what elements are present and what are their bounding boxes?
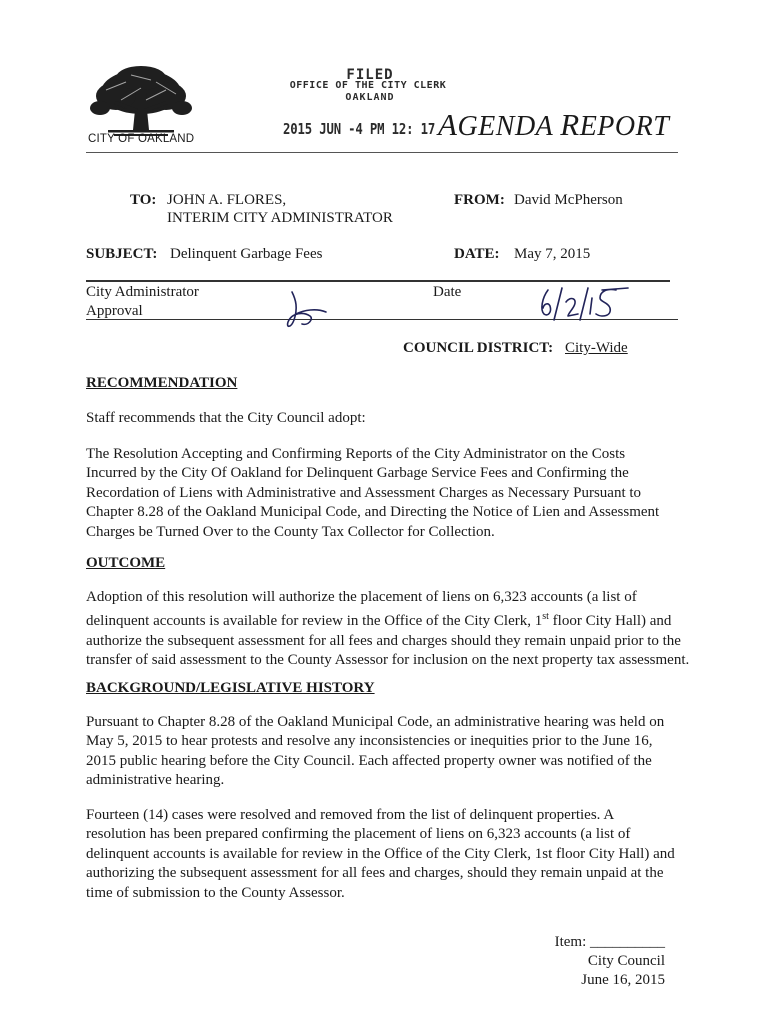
to-title: INTERIM CITY ADMINISTRATOR bbox=[167, 210, 393, 226]
approval-label-line1: City Administrator bbox=[86, 284, 199, 300]
background-paragraph-2: Fourteen (14) cases were resolved and removed from the list of delinquent properties. A resolution has been prepared confirming the placement of liens on 6,323 accounts (a list of delinquent accounts is available for review in the Office of the City Clerk, 1st floor City Hall) and authorizing the subsequent assessment for all fees and charges, should they remain unpaid at the time of submission to the County Assessor. bbox=[86, 807, 675, 901]
item-line: Item: __________ bbox=[554, 934, 665, 950]
background-paragraph-1: Pursuant to Chapter 8.28 of the Oakland Municipal Code, an administrative hearing was held on May 5, 2015 to hear protests and resolve any inconsistencies or inequities prior to the June 16, 2015 public hearing before the City Council. Each affected property owner was notified of the administrative hearing. bbox=[86, 714, 665, 789]
council-district-value: City-Wide bbox=[565, 340, 628, 356]
city-name-label: CITY OF OAKLAND bbox=[88, 133, 195, 145]
agenda-report-title: AGENDA REPORT bbox=[438, 107, 670, 142]
date-label: DATE: bbox=[454, 246, 500, 262]
date-value: May 7, 2015 bbox=[514, 246, 591, 262]
recommendation-heading: RECOMMENDATION bbox=[86, 375, 238, 391]
approval-top-rule bbox=[86, 280, 670, 282]
recommendation-resolution-text: The Resolution Accepting and Confirming Reports of the City Administrator on the Costs Incurred by the City Of Oakland for Delinquent Garbage Service Fees and Confirming the Recordation of Liens with Administrative and Assessment Charges as Necessary Pursuant to Chapter 8.28 of the Oakland Municipal Code, and Directing the Notice of Lien and Assessment Charges be Turned Over to the County Tax Collector for Collection. bbox=[86, 446, 660, 540]
background-heading: BACKGROUND/LEGISLATIVE HISTORY bbox=[86, 680, 375, 696]
outcome-paragraph: Adoption of this resolution will authorize the placement of liens on 6,323 accounts (a list of delinquent accounts is available for review in the Office of the City Clerk, 1st floor City Hall) and authorize the subsequent assessment for all fees and charges should they remain unpaid prior to the transfer of said assessment to the County Assessor for inclusion on the next property tax assessment. bbox=[86, 589, 690, 669]
approval-label-line2: Approval bbox=[86, 303, 143, 319]
subject-value: Delinquent Garbage Fees bbox=[170, 246, 323, 262]
from-label: FROM: bbox=[454, 192, 505, 208]
filed-stamp-date: 2015 JUN -4 PM 12: 17 bbox=[283, 120, 436, 138]
to-label: TO: bbox=[130, 192, 157, 208]
outcome-heading: OUTCOME bbox=[86, 555, 166, 571]
filed-stamp-city: OAKLAND bbox=[345, 92, 395, 103]
footer-body-name: City Council bbox=[587, 953, 665, 969]
filed-stamp-office: OFFICE OF THE CITY CLERK bbox=[289, 80, 447, 91]
footer-meeting-date: June 16, 2015 bbox=[581, 972, 665, 988]
from-value: David McPherson bbox=[514, 192, 623, 208]
administrator-signature bbox=[278, 288, 334, 334]
filed-stamp-title: FILED bbox=[346, 67, 394, 83]
approval-date-label: Date bbox=[433, 284, 462, 300]
handwritten-approval-date bbox=[536, 284, 636, 324]
to-name: JOHN A. FLORES, bbox=[167, 192, 287, 208]
header-divider bbox=[86, 152, 678, 153]
recommendation-intro: Staff recommends that the City Council adopt: bbox=[86, 410, 366, 426]
council-district-label: COUNCIL DISTRICT: bbox=[403, 340, 554, 356]
subject-label: SUBJECT: bbox=[86, 246, 158, 262]
